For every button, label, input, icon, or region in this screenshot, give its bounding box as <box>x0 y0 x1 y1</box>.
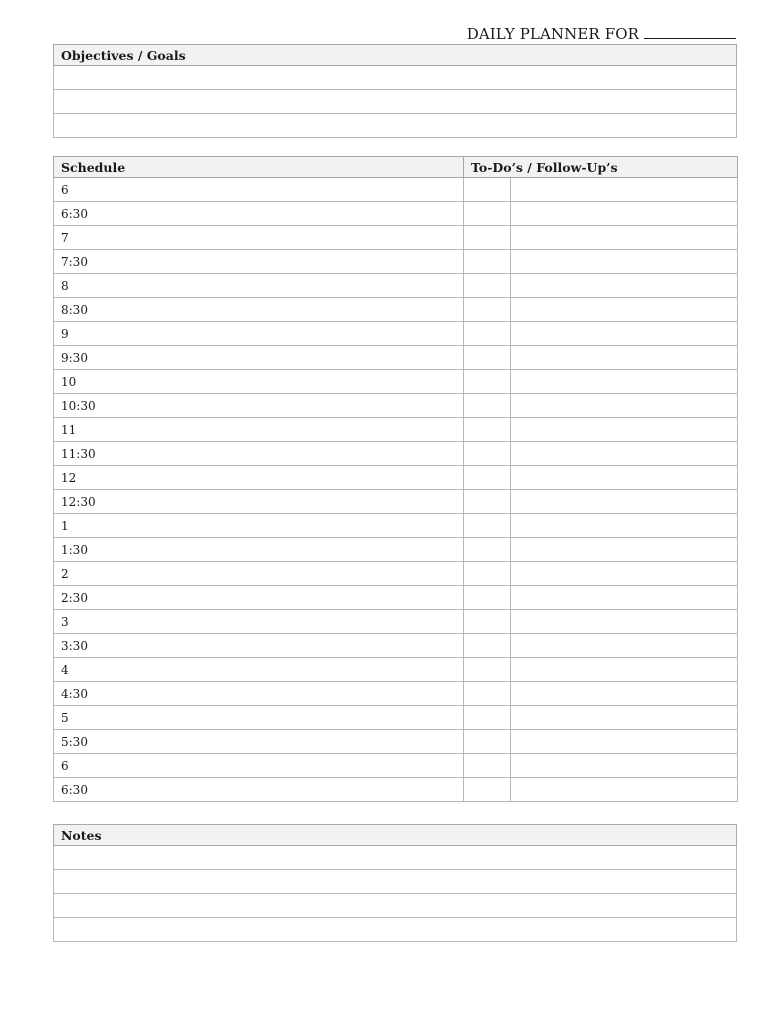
planner-title <box>467 24 736 43</box>
todo-check-box[interactable] <box>464 346 511 370</box>
todo-check-box[interactable] <box>464 610 511 634</box>
todo-check-box[interactable] <box>464 202 511 226</box>
todo-item-line[interactable] <box>511 202 738 226</box>
planner-title-text: DAILY PLANNER FOR <box>466 25 639 43</box>
schedule-row <box>54 466 738 490</box>
schedule-time-slot[interactable]: 10 <box>54 370 464 394</box>
objective-row <box>54 66 737 90</box>
todo-item-line[interactable] <box>511 346 738 370</box>
schedule-heading: Schedule <box>54 157 464 178</box>
note-line[interactable] <box>54 846 737 870</box>
schedule-time-slot[interactable]: 7:30 <box>54 250 464 274</box>
note-line[interactable] <box>54 918 737 942</box>
schedule-row <box>54 274 738 298</box>
schedule-row <box>54 250 738 274</box>
todo-item-line[interactable] <box>511 778 738 802</box>
schedule-time-slot[interactable]: 1 <box>54 514 464 538</box>
todo-check-box[interactable] <box>464 754 511 778</box>
notes-heading: Notes <box>54 825 737 846</box>
todo-check-box[interactable] <box>464 394 511 418</box>
schedule-row <box>54 682 738 706</box>
todo-heading: To-Do’s / Follow-Up’s <box>464 157 738 178</box>
schedule-row <box>54 394 738 418</box>
schedule-row <box>54 298 738 322</box>
todo-check-box[interactable] <box>464 490 511 514</box>
objectives-table <box>53 44 737 138</box>
todo-item-line[interactable] <box>511 250 738 274</box>
todo-item-line[interactable] <box>511 418 738 442</box>
schedule-time-slot[interactable]: 4:30 <box>54 682 464 706</box>
schedule-row <box>54 538 738 562</box>
todo-item-line[interactable] <box>511 466 738 490</box>
note-line[interactable] <box>54 894 737 918</box>
schedule-time-slot[interactable]: 12 <box>54 466 464 490</box>
todo-item-line[interactable] <box>511 442 738 466</box>
schedule-time-slot[interactable]: 8 <box>54 274 464 298</box>
schedule-row <box>54 322 738 346</box>
note-row <box>54 870 737 894</box>
todo-item-line[interactable] <box>511 634 738 658</box>
todo-check-box[interactable] <box>464 634 511 658</box>
todo-item-line[interactable] <box>511 538 738 562</box>
schedule-time-slot[interactable]: 5:30 <box>54 730 464 754</box>
schedule-row <box>54 370 738 394</box>
todo-check-box[interactable] <box>464 778 511 802</box>
todo-item-line[interactable] <box>511 562 738 586</box>
todo-item-line[interactable] <box>511 754 738 778</box>
todo-item-line[interactable] <box>511 178 738 202</box>
objectives-heading: Objectives / Goals <box>54 45 737 66</box>
note-row <box>54 894 737 918</box>
schedule-row <box>54 658 738 682</box>
todo-item-line[interactable] <box>511 370 738 394</box>
schedule-row <box>54 202 738 226</box>
todo-item-line[interactable] <box>511 730 738 754</box>
todo-item-line[interactable] <box>511 682 738 706</box>
schedule-row <box>54 586 738 610</box>
todo-check-box[interactable] <box>464 226 511 250</box>
todo-item-line[interactable] <box>511 274 738 298</box>
todo-check-box[interactable] <box>464 586 511 610</box>
todo-check-box[interactable] <box>464 658 511 682</box>
date-blank-line[interactable] <box>644 24 736 39</box>
todo-item-line[interactable] <box>511 226 738 250</box>
todo-item-line[interactable] <box>511 322 738 346</box>
schedule-row <box>54 778 738 802</box>
schedule-time-slot[interactable]: 6 <box>54 754 464 778</box>
schedule-time-slot[interactable]: 6:30 <box>54 778 464 802</box>
todo-check-box[interactable] <box>464 538 511 562</box>
schedule-time-slot[interactable]: 9 <box>54 322 464 346</box>
schedule-time-slot[interactable]: 2:30 <box>54 586 464 610</box>
todo-item-line[interactable] <box>511 514 738 538</box>
objective-row <box>54 114 737 138</box>
schedule-time-slot[interactable]: 12:30 <box>54 490 464 514</box>
schedule-row <box>54 490 738 514</box>
objective-line[interactable] <box>54 114 737 138</box>
todo-check-box[interactable] <box>464 730 511 754</box>
schedule-row <box>54 514 738 538</box>
schedule-time-slot[interactable]: 7 <box>54 226 464 250</box>
schedule-time-slot[interactable]: 5 <box>54 706 464 730</box>
schedule-row <box>54 610 738 634</box>
schedule-time-slot[interactable]: 6 <box>54 178 464 202</box>
note-line[interactable] <box>54 870 737 894</box>
todo-check-box[interactable] <box>464 706 511 730</box>
todo-check-box[interactable] <box>464 298 511 322</box>
todo-check-box[interactable] <box>464 562 511 586</box>
todo-check-box[interactable] <box>464 682 511 706</box>
todo-item-line[interactable] <box>511 394 738 418</box>
schedule-time-slot[interactable]: 1:30 <box>54 538 464 562</box>
notes-table <box>53 824 737 942</box>
todo-item-line[interactable] <box>511 298 738 322</box>
schedule-row <box>54 442 738 466</box>
schedule-time-slot[interactable]: 9:30 <box>54 346 464 370</box>
objective-line[interactable] <box>54 90 737 114</box>
schedule-time-slot[interactable]: 2 <box>54 562 464 586</box>
schedule-time-slot[interactable]: 3:30 <box>54 634 464 658</box>
schedule-time-slot[interactable]: 4 <box>54 658 464 682</box>
schedule-row <box>54 730 738 754</box>
todo-item-line[interactable] <box>511 490 738 514</box>
schedule-table <box>53 156 738 802</box>
todo-check-box[interactable] <box>464 466 511 490</box>
note-row <box>54 918 737 942</box>
schedule-row <box>54 418 738 442</box>
schedule-time-slot[interactable]: 11 <box>54 418 464 442</box>
schedule-row <box>54 754 738 778</box>
todo-check-box[interactable] <box>464 178 511 202</box>
objective-line[interactable] <box>54 66 737 90</box>
objective-row <box>54 90 737 114</box>
schedule-time-slot[interactable]: 10:30 <box>54 394 464 418</box>
todo-check-box[interactable] <box>464 322 511 346</box>
todo-check-box[interactable] <box>464 274 511 298</box>
schedule-time-slot[interactable]: 8:30 <box>54 298 464 322</box>
todo-check-box[interactable] <box>464 514 511 538</box>
note-row <box>54 846 737 870</box>
schedule-row <box>54 634 738 658</box>
todo-check-box[interactable] <box>464 442 511 466</box>
schedule-row <box>54 226 738 250</box>
todo-item-line[interactable] <box>511 658 738 682</box>
todo-check-box[interactable] <box>464 418 511 442</box>
schedule-time-slot[interactable]: 6:30 <box>54 202 464 226</box>
todo-check-box[interactable] <box>464 370 511 394</box>
todo-item-line[interactable] <box>511 610 738 634</box>
schedule-row <box>54 706 738 730</box>
schedule-row <box>54 178 738 202</box>
todo-item-line[interactable] <box>511 586 738 610</box>
schedule-time-slot[interactable]: 3 <box>54 610 464 634</box>
todo-item-line[interactable] <box>511 706 738 730</box>
schedule-row <box>54 346 738 370</box>
schedule-time-slot[interactable]: 11:30 <box>54 442 464 466</box>
schedule-row <box>54 562 738 586</box>
todo-check-box[interactable] <box>464 250 511 274</box>
